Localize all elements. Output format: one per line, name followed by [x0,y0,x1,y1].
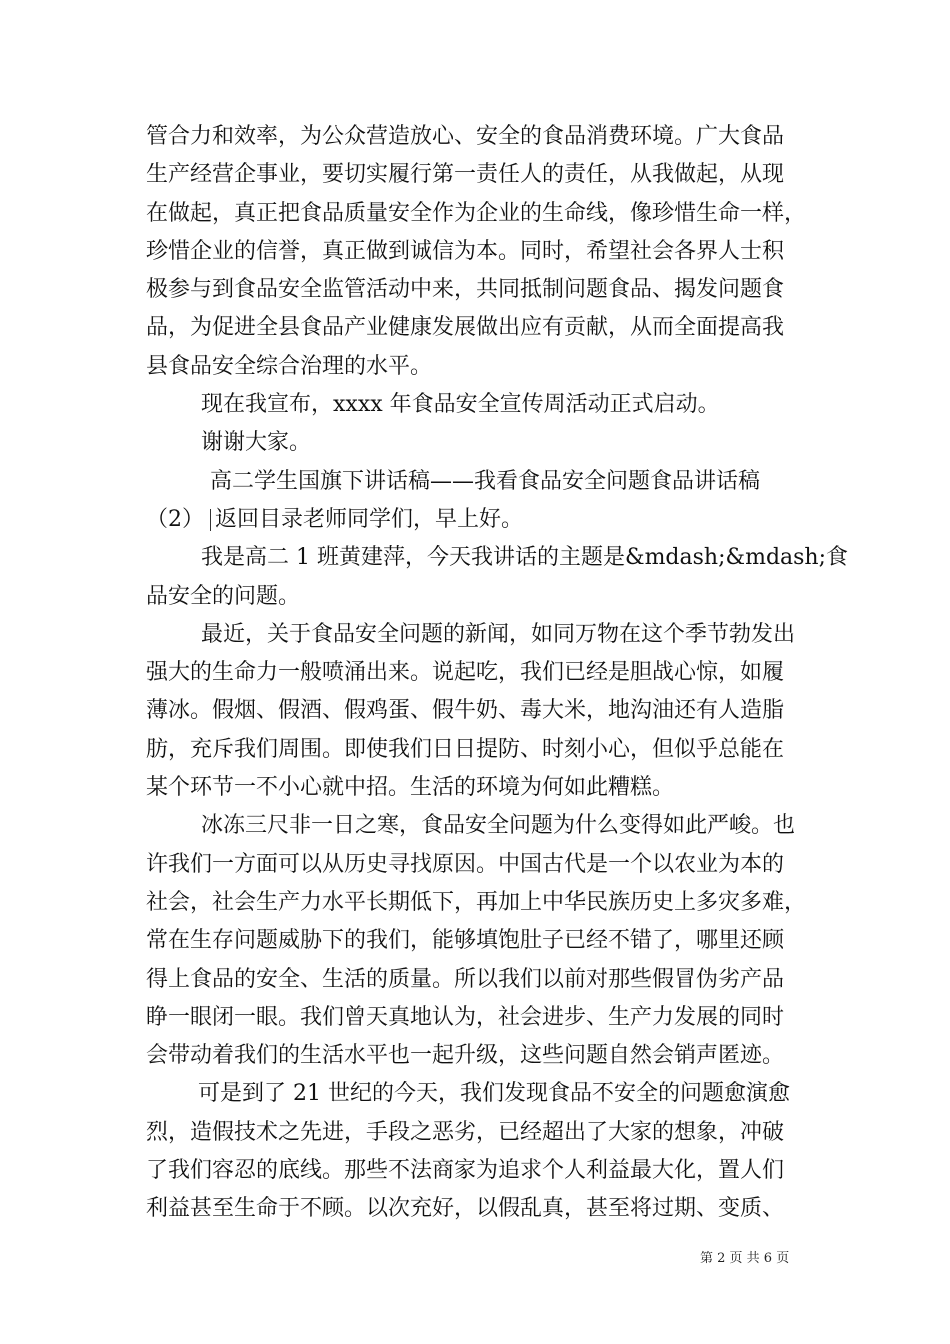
heading-continuation [146,501,814,539]
text-line: 许我们一方面可以从历史寻找原因。中国古代是一个以农业为本的 [146,851,785,877]
text-line: 常在生存问题威胁下的我们，能够填饱肚子已经不错了，哪里还顾 [146,928,785,954]
return-toc-link[interactable]: 返回目录老师同学们，早上好。 [215,506,524,532]
text-line: 肪，充斥我们周围。即使我们日日提防、时刻小心，但似乎总能在 [146,736,785,762]
text-line: 县食品安全综合治理的水平。 [146,353,433,379]
text-line: 可是到了 21 世纪的今天，我们发现食品不安全的问题愈演愈 [198,1081,790,1107]
text-line: 烈，造假技术之先进，手段之恶劣，已经超出了大家的想象，冲破 [146,1119,785,1145]
text-line: 珍惜企业的信誉，真正做到诚信为本。同时，希望社会各界人士积 [146,238,785,264]
text-line: 最近，关于食品安全问题的新闻，如同万物在这个季节勃发出 [201,621,796,647]
heading-number: （2） [146,506,204,532]
text-line: 现在我宣布，xxxx 年食品安全宣传周活动正式启动。 [201,392,720,418]
text-line: 会带动着我们的生活水平也一起升级，这些问题自然会销声匿迹。 [146,1043,785,1069]
text-line: 利益甚至生命于不顾。以次充好，以假乱真，甚至将过期、变质、 [146,1196,785,1222]
text-line: 社会，社会生产力水平长期低下，再加上中华民族历史上多灾多难， [146,889,807,915]
text-line: 我是高二 1 班黄建萍，今天我讲话的主题是&mdash;&mdash;食 [201,545,849,571]
text-line: 品安全的问题。 [146,583,301,609]
text-line: 谢谢大家。 [201,430,312,456]
text-line: 在做起，真正把食品质量安全作为企业的生命线，像珍惜生命一样， [146,200,807,226]
text-line: 品，为促进全县食品产业健康发展做出应有贡献，从而全面提高我 [146,315,785,341]
text-line: 了我们容忍的底线。那些不法商家为追求个人利益最大化，置人们 [146,1158,785,1184]
text-line: 得上食品的安全、生活的质量。所以我们以前对那些假冒伪劣产品 [146,966,785,992]
text-line: 极参与到食品安全监管活动中来，共同抵制问题食品、揭发问题食 [146,277,785,303]
text-line: 睁一眼闭一眼。我们曾天真地认为，社会进步、生产力发展的同时 [146,1004,785,1030]
page-number-footer: 第 2 页 共 6 页 [700,1251,790,1266]
section-heading: 高二学生国旗下讲话稿——我看食品安全问题食品讲话稿 [210,468,761,494]
text-line: 某个环节一不小心就中招。生活的环境为何如此糟糕。 [146,775,675,801]
text-line: 强大的生命力一般喷涌出来。说起吃，我们已经是胆战心惊，如履 [146,660,785,686]
text-line: 生产经营企事业，要切实履行第一责任人的责任，从我做起，从现 [146,162,785,188]
text-cursor [210,509,211,531]
body-text [146,118,849,1229]
text-line: 管合力和效率，为公众营造放心、安全的食品消费环境。广大食品 [146,124,785,149]
text-line: 冰冻三尺非一日之寒，食品安全问题为什么变得如此严峻。也 [201,813,796,839]
text-line: 薄冰。假烟、假酒、假鸡蛋、假牛奶、毒大米，地沟油还有人造脂 [146,698,785,724]
